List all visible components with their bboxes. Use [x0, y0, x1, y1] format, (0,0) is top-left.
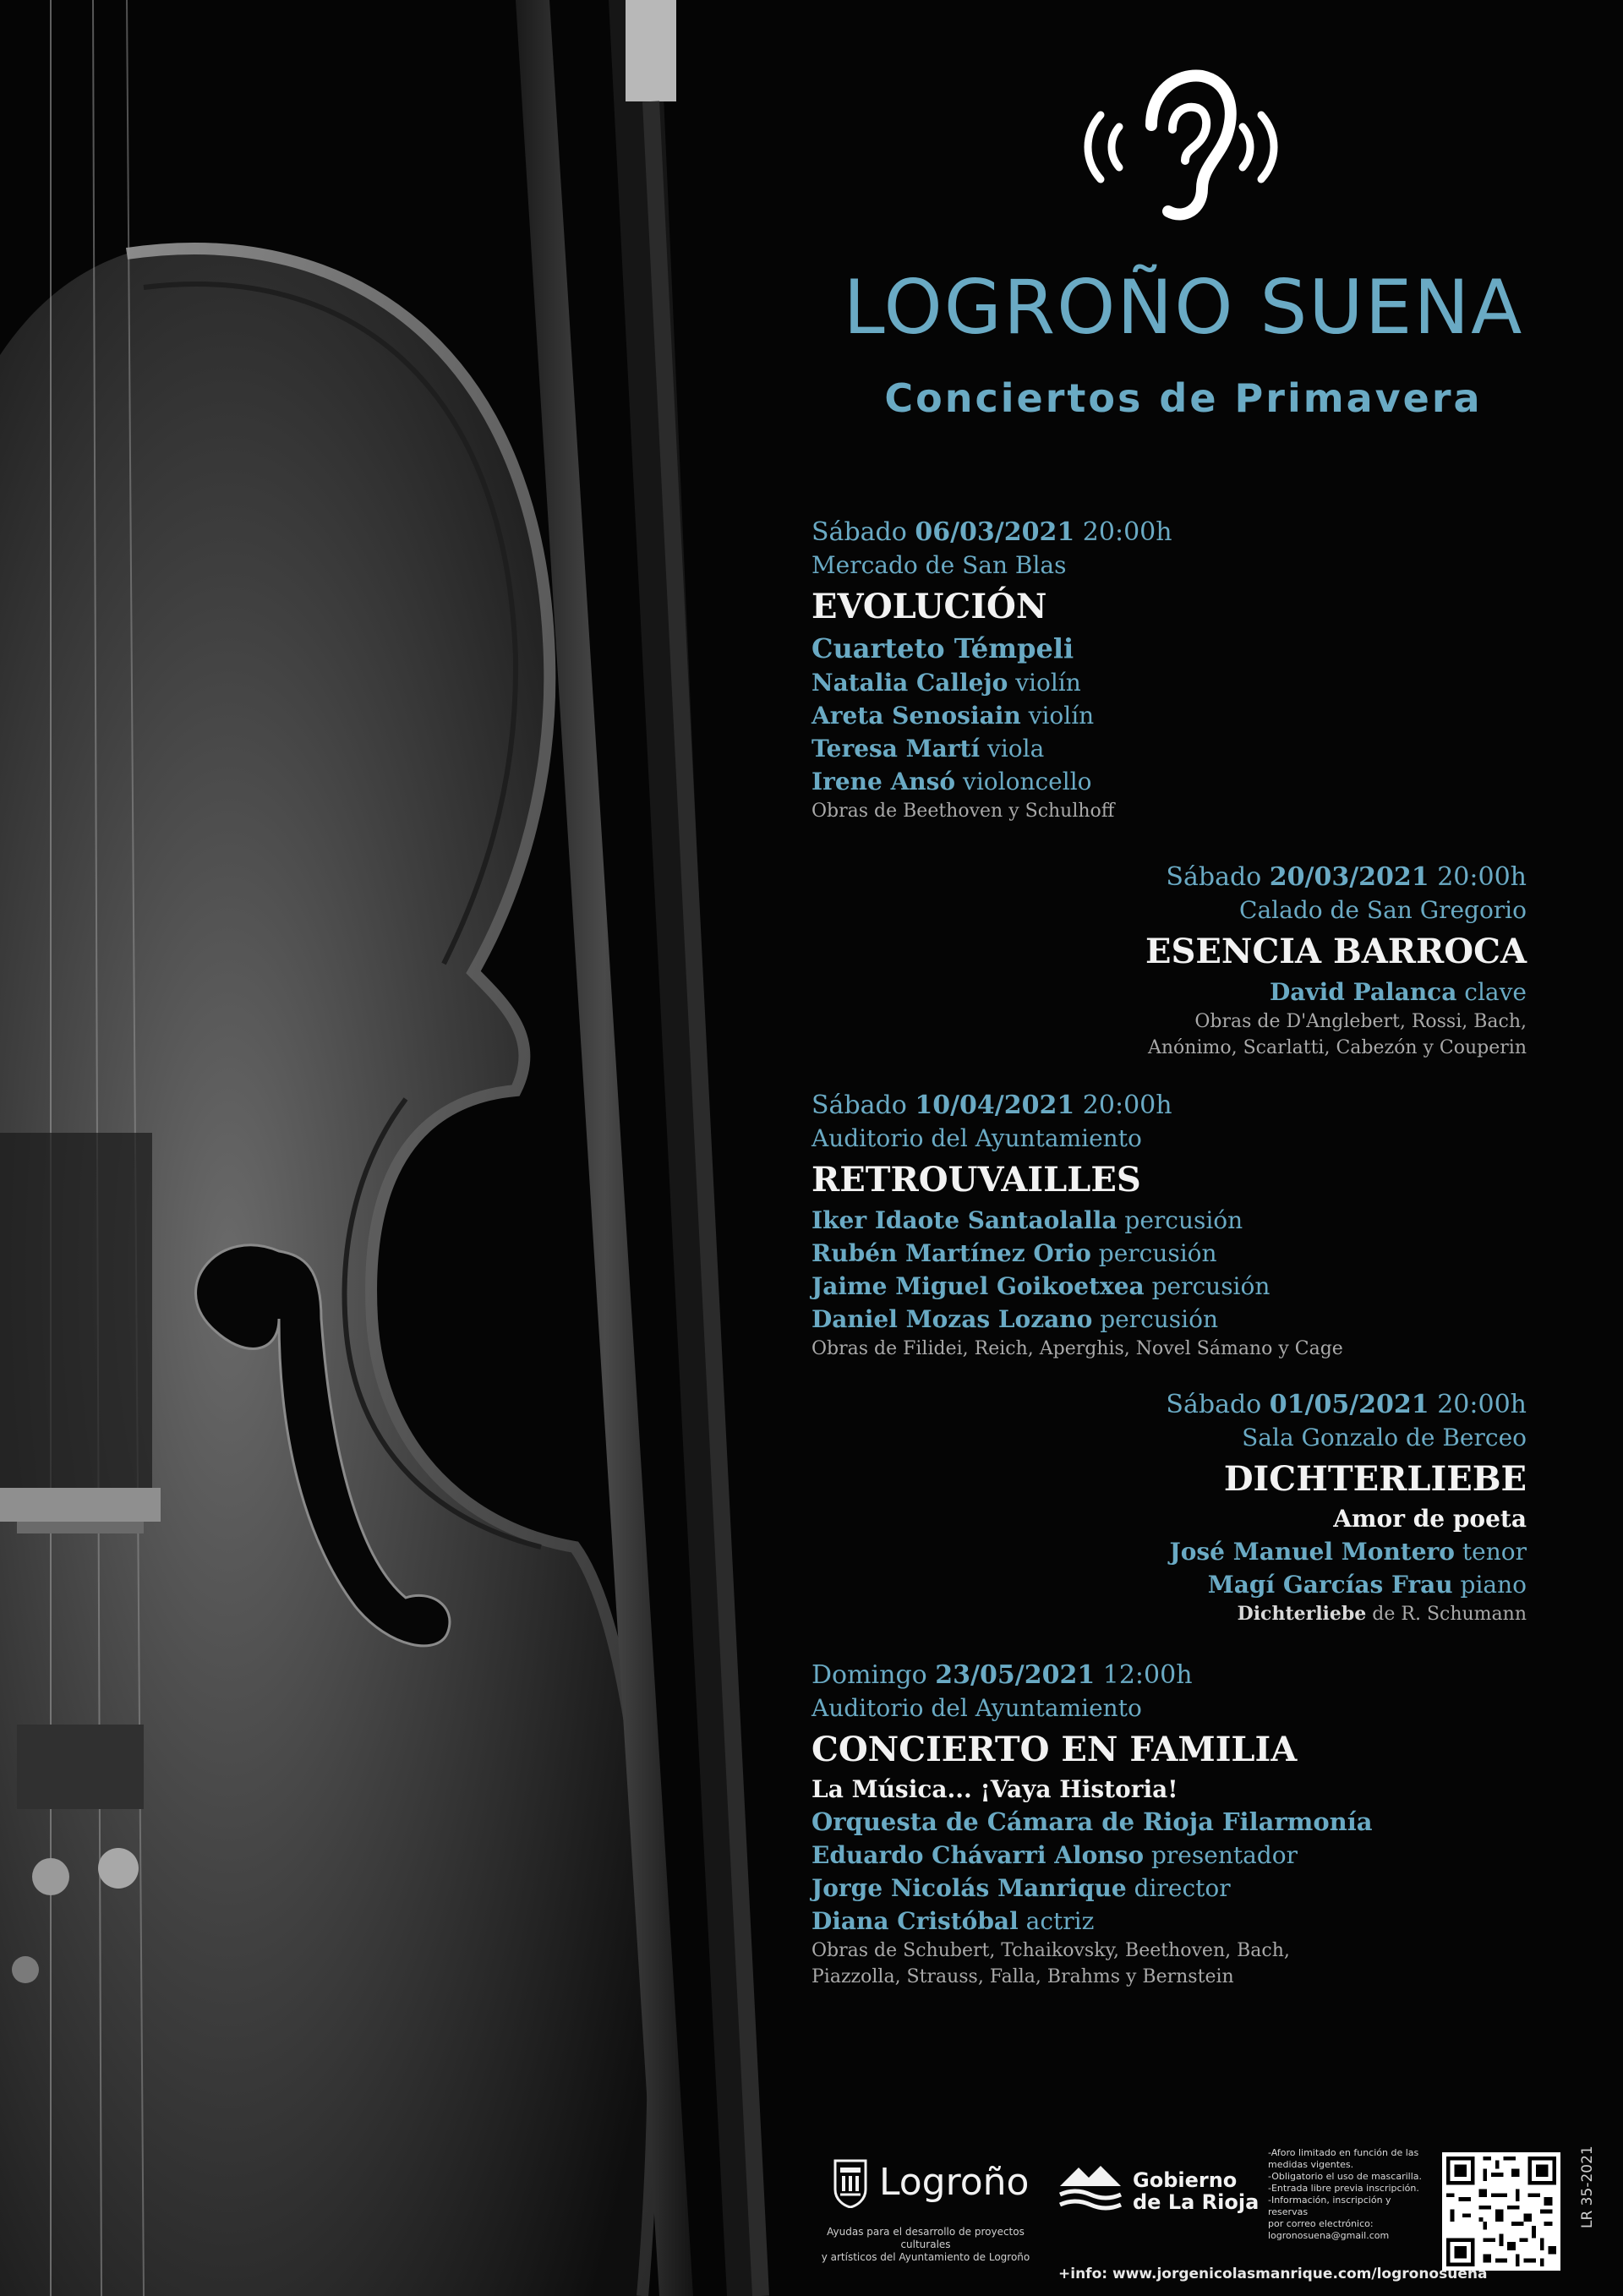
note-line: logronosuena@gmail.com [1268, 2230, 1390, 2241]
performer-name: David Palanca [1269, 978, 1457, 1006]
performer [812, 1303, 1343, 1336]
performer-name: Magí Garcías Frau [1207, 1571, 1453, 1599]
performer-role: percusión [1100, 1305, 1218, 1333]
logrono-note [812, 2226, 1040, 2264]
performer-role: violoncello [963, 768, 1092, 795]
performer [812, 732, 1172, 765]
concert-tagline: Amor de poeta [1333, 1505, 1527, 1533]
concert-title: DICHTERLIEBE [1223, 1459, 1527, 1499]
performer-name: Iker Idaote Santaolalla [812, 1206, 1118, 1234]
work-composer: de R. Schumann [1372, 1604, 1527, 1625]
logrono-note-line: Ayudas para el desarrollo de proyectos culturales [827, 2226, 1025, 2250]
performer-role: presentador [1151, 1841, 1298, 1869]
performer-name: Teresa Martí [812, 735, 981, 763]
event-notes [1268, 2147, 1429, 2242]
note-line: -Obligatorio el uso de mascarilla. [1268, 2171, 1422, 2182]
logrono-note-line: y artísticos del Ayuntamiento de Logroño [821, 2251, 1030, 2263]
concert-date-line [812, 1659, 1373, 1692]
concert-title: EVOLUCIÓN [812, 587, 1047, 626]
concert-date: 10/04/2021 [915, 1091, 1075, 1120]
performer-role: clave [1464, 978, 1527, 1006]
note-line: -Entrada libre previa inscripción. [1268, 2183, 1419, 2194]
concert-works: Obras de Schubert, Tchaikovsky, Beethoven, Bach, [812, 1940, 1290, 1961]
logrono-shield-icon [833, 2159, 867, 2208]
page-title: LOGROÑO SUENA [843, 264, 1524, 351]
concert-day: Sábado [1166, 862, 1262, 892]
concert-ensemble: Cuarteto Témpeli [812, 632, 1074, 664]
concert-works: Obras de Beethoven y Schulhoff [812, 801, 1115, 822]
performer-name: Rubén Martínez Orio [812, 1239, 1091, 1267]
performer [812, 765, 1172, 798]
performer-role: actriz [1025, 1907, 1095, 1935]
note-line: -Información, inscripción y reservas [1268, 2195, 1391, 2217]
performer [812, 1204, 1343, 1237]
concert-time: 20:00h [1082, 517, 1172, 547]
performer-name: Eduardo Chávarri Alonso [812, 1841, 1145, 1869]
concert-time: 20:00h [1437, 862, 1527, 892]
legal-deposit: LR 35-2021 [1579, 2146, 1596, 2228]
concert-date: 20/03/2021 [1269, 862, 1429, 892]
concert-date-line [812, 516, 1172, 549]
concert-day: Sábado [1166, 1390, 1262, 1419]
concert-works: Obras de D'Anglebert, Rossi, Bach, [1194, 1011, 1527, 1032]
note-line: por correo electrónico: [1268, 2218, 1374, 2229]
concert-4 [1166, 1388, 1527, 1627]
performer [812, 1270, 1343, 1303]
concert-time: 20:00h [1082, 1091, 1172, 1120]
concert-works: Piazzolla, Strauss, Falla, Brahms y Bernstein [812, 1966, 1234, 1987]
concert-time: 12:00h [1102, 1660, 1193, 1690]
performer-name: Natalia Callejo [812, 669, 1008, 697]
concert-tagline: La Música... ¡Vaya Historia! [812, 1775, 1178, 1803]
concert-title: CONCIERTO EN FAMILIA [812, 1730, 1298, 1769]
logrono-logo: Logroño [879, 2161, 1030, 2204]
concert-title: ESENCIA BARROCA [1145, 932, 1527, 971]
performer [812, 1872, 1373, 1905]
work-title: Dichterliebe [1237, 1603, 1367, 1625]
rioja-logo [1133, 2169, 1259, 2213]
concert-venue: Auditorio del Ayuntamiento [812, 1124, 1142, 1152]
performer-role: viola [987, 735, 1045, 763]
performer-name: Areta Senosiain [812, 702, 1021, 730]
concert-date-line [1145, 861, 1527, 894]
performer-role: percusión [1098, 1239, 1217, 1267]
concert-venue: Auditorio del Ayuntamiento [812, 1694, 1142, 1722]
rioja-logo-icon [1058, 2161, 1123, 2215]
performer-name: Jorge Nicolás Manrique [812, 1874, 1127, 1902]
performer-role: director [1134, 1874, 1231, 1902]
performer-role: percusión [1124, 1206, 1243, 1234]
concert-time: 20:00h [1437, 1390, 1527, 1419]
performer-name: Jaime Miguel Goikoetxea [812, 1272, 1145, 1300]
concert-day: Domingo [812, 1660, 927, 1690]
concert-date: 23/05/2021 [935, 1660, 1096, 1690]
performer-role: violín [1028, 702, 1095, 730]
performer-role: piano [1460, 1571, 1527, 1599]
rioja-logo-line: Gobierno [1133, 2168, 1238, 2192]
concert-day: Sábado [812, 517, 907, 547]
concert-3 [812, 1089, 1343, 1362]
concert-date: 01/05/2021 [1269, 1390, 1429, 1419]
concert-date-line [812, 1089, 1343, 1123]
performer [812, 1839, 1373, 1872]
rioja-logo-line: de La Rioja [1133, 2190, 1260, 2214]
performer-name: Daniel Mozas Lozano [812, 1305, 1093, 1333]
performer-name: José Manuel Montero [1169, 1538, 1455, 1566]
concert-ensemble: Orquesta de Cámara de Rioja Filarmonía [812, 1807, 1373, 1836]
concert-date-line [1166, 1388, 1527, 1422]
concert-day: Sábado [812, 1091, 907, 1120]
concert-title: RETROUVAILLES [812, 1160, 1141, 1200]
concert-venue: Mercado de San Blas [812, 551, 1067, 579]
note-line: medidas vigentes. [1268, 2159, 1354, 2170]
note-line: -Aforo limitado en función de las [1268, 2147, 1419, 2158]
concert-5 [812, 1659, 1373, 1990]
performer [1166, 1535, 1527, 1568]
concert-venue: Calado de San Gregorio [1239, 896, 1527, 924]
info-link[interactable]: +info: www.jorgenicolasmanrique.com/logronosuena [1058, 2266, 1488, 2282]
performer-name: Diana Cristóbal [812, 1907, 1019, 1935]
ear-sound-icon [1067, 66, 1295, 227]
concert-works: Anónimo, Scarlatti, Cabezón y Couperin [1147, 1037, 1527, 1058]
concert-works [1166, 1601, 1527, 1627]
performer-role: violín [1015, 669, 1081, 697]
concert-date: 06/03/2021 [915, 517, 1075, 547]
performer-name: Irene Ansó [812, 768, 956, 795]
performer-role: percusión [1151, 1272, 1271, 1300]
performer-role: tenor [1462, 1538, 1527, 1566]
concert-venue: Sala Gonzalo de Berceo [1242, 1424, 1527, 1451]
performer [812, 666, 1172, 699]
concert-1 [812, 516, 1172, 824]
performer [812, 1905, 1373, 1938]
concert-works: Obras de Filidei, Reich, Aperghis, Novel Sámano y Cage [812, 1338, 1343, 1359]
qr-code[interactable] [1442, 2152, 1560, 2271]
page-subtitle: Conciertos de Primavera [884, 375, 1483, 421]
performer [1166, 1568, 1527, 1601]
performer [1145, 976, 1527, 1009]
performer [812, 1237, 1343, 1270]
concert-2 [1145, 861, 1527, 1061]
performer [812, 699, 1172, 732]
